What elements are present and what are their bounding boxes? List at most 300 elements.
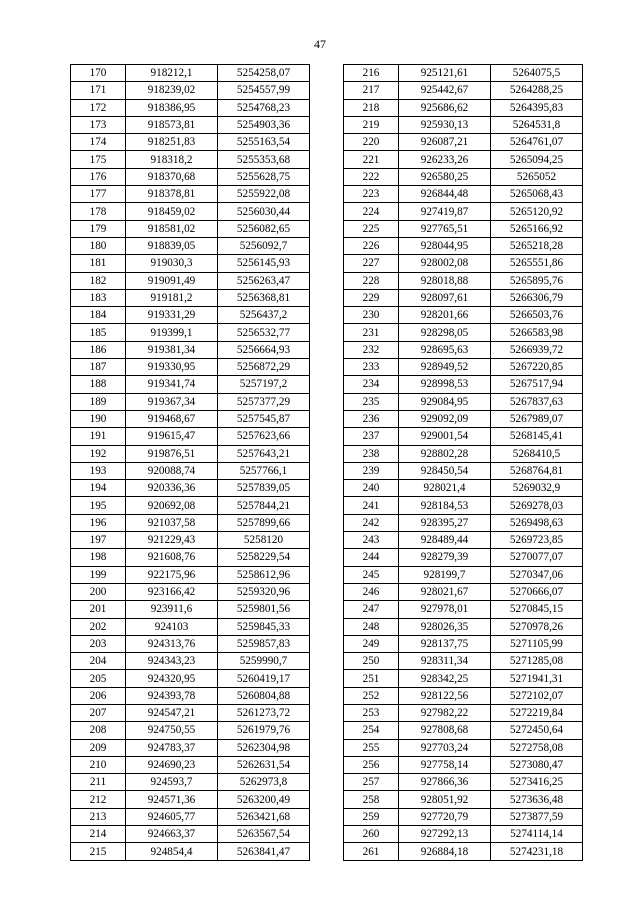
- y-coordinate-cell: 5254258,07: [218, 65, 310, 82]
- x-coordinate-cell: 919341,74: [126, 376, 218, 393]
- y-coordinate-cell: 5265068,43: [491, 186, 583, 203]
- point-number-cell: 232: [344, 341, 399, 358]
- point-number-cell: 229: [344, 289, 399, 306]
- y-coordinate-cell: 5262631,54: [218, 756, 310, 773]
- x-coordinate-cell: 924103: [126, 618, 218, 635]
- table-row: [71, 532, 310, 549]
- x-coordinate-cell: 928044,95: [399, 237, 491, 254]
- x-coordinate-cell: 928949,52: [399, 359, 491, 376]
- point-number-cell: 202: [71, 618, 126, 635]
- point-number-cell: 203: [71, 635, 126, 652]
- y-coordinate-cell: 5256263,47: [218, 272, 310, 289]
- point-number-cell: 190: [71, 410, 126, 427]
- x-coordinate-cell: 928450,54: [399, 462, 491, 479]
- table-row: [71, 168, 310, 185]
- x-coordinate-cell: 927982,22: [399, 704, 491, 721]
- x-coordinate-cell: 927720,79: [399, 808, 491, 825]
- point-number-cell: 223: [344, 186, 399, 203]
- y-coordinate-cell: 5272758,08: [491, 739, 583, 756]
- x-coordinate-cell: 926087,21: [399, 134, 491, 151]
- x-coordinate-cell: 923911,6: [126, 601, 218, 618]
- table-row: [71, 324, 310, 341]
- point-number-cell: 260: [344, 826, 399, 843]
- table-row: [344, 687, 583, 704]
- table-row: [71, 704, 310, 721]
- y-coordinate-cell: 5266503,76: [491, 307, 583, 324]
- point-number-cell: 243: [344, 532, 399, 549]
- point-number-cell: 177: [71, 186, 126, 203]
- table-row: [71, 99, 310, 116]
- point-number-cell: 221: [344, 151, 399, 168]
- x-coordinate-cell: 918459,02: [126, 203, 218, 220]
- x-coordinate-cell: 919367,34: [126, 393, 218, 410]
- x-coordinate-cell: 928184,53: [399, 497, 491, 514]
- x-coordinate-cell: 923166,42: [126, 583, 218, 600]
- y-coordinate-cell: 5256082,65: [218, 220, 310, 237]
- table-row: [71, 843, 310, 860]
- y-coordinate-cell: 5257545,87: [218, 410, 310, 427]
- point-number-cell: 213: [71, 808, 126, 825]
- y-coordinate-cell: 5267220,85: [491, 359, 583, 376]
- table-row: [71, 65, 310, 82]
- table-row: [71, 808, 310, 825]
- point-number-cell: 175: [71, 151, 126, 168]
- y-coordinate-cell: 5270077,07: [491, 549, 583, 566]
- table-row: [344, 289, 583, 306]
- coordinates-table-left: [70, 64, 310, 861]
- x-coordinate-cell: 928395,27: [399, 514, 491, 531]
- table-row: [344, 307, 583, 324]
- y-coordinate-cell: 5257844,21: [218, 497, 310, 514]
- y-coordinate-cell: 5259320,96: [218, 583, 310, 600]
- table-row: [71, 480, 310, 497]
- x-coordinate-cell: 920336,36: [126, 480, 218, 497]
- y-coordinate-cell: 5265166,92: [491, 220, 583, 237]
- x-coordinate-cell: 919876,51: [126, 445, 218, 462]
- point-number-cell: 198: [71, 549, 126, 566]
- table-row: [71, 393, 310, 410]
- y-coordinate-cell: 5268145,41: [491, 428, 583, 445]
- table-row: [71, 307, 310, 324]
- y-coordinate-cell: 5267989,07: [491, 410, 583, 427]
- x-coordinate-cell: 924690,23: [126, 756, 218, 773]
- y-coordinate-cell: 5254903,36: [218, 116, 310, 133]
- point-number-cell: 226: [344, 237, 399, 254]
- point-number-cell: 228: [344, 272, 399, 289]
- x-coordinate-cell: 925930,13: [399, 116, 491, 133]
- point-number-cell: 222: [344, 168, 399, 185]
- table-row: [344, 756, 583, 773]
- table-row: [344, 808, 583, 825]
- x-coordinate-cell: 924547,21: [126, 704, 218, 721]
- x-coordinate-cell: 927808,68: [399, 722, 491, 739]
- x-coordinate-cell: 920088,74: [126, 462, 218, 479]
- table-row: [344, 393, 583, 410]
- y-coordinate-cell: 5257766,1: [218, 462, 310, 479]
- point-number-cell: 176: [71, 168, 126, 185]
- x-coordinate-cell: 925686,62: [399, 99, 491, 116]
- point-number-cell: 224: [344, 203, 399, 220]
- y-coordinate-cell: 5269498,63: [491, 514, 583, 531]
- point-number-cell: 205: [71, 670, 126, 687]
- point-number-cell: 253: [344, 704, 399, 721]
- point-number-cell: 250: [344, 653, 399, 670]
- y-coordinate-cell: 5265094,25: [491, 151, 583, 168]
- y-coordinate-cell: 5256030,44: [218, 203, 310, 220]
- x-coordinate-cell: 926884,18: [399, 843, 491, 860]
- x-coordinate-cell: 924605,77: [126, 808, 218, 825]
- point-number-cell: 234: [344, 376, 399, 393]
- point-number-cell: 200: [71, 583, 126, 600]
- point-number-cell: 170: [71, 65, 126, 82]
- y-coordinate-cell: 5254768,23: [218, 99, 310, 116]
- y-coordinate-cell: 5268410,5: [491, 445, 583, 462]
- x-coordinate-cell: 924320,95: [126, 670, 218, 687]
- table-row: [344, 480, 583, 497]
- y-coordinate-cell: 5273416,25: [491, 774, 583, 791]
- x-coordinate-cell: 928018,88: [399, 272, 491, 289]
- table-row: [71, 549, 310, 566]
- table-row: [344, 670, 583, 687]
- point-number-cell: 207: [71, 704, 126, 721]
- table-row: [344, 618, 583, 635]
- x-coordinate-cell: 919399,1: [126, 324, 218, 341]
- y-coordinate-cell: 5259857,83: [218, 635, 310, 652]
- y-coordinate-cell: 5256368,81: [218, 289, 310, 306]
- y-coordinate-cell: 5266939,72: [491, 341, 583, 358]
- point-number-cell: 192: [71, 445, 126, 462]
- point-number-cell: 231: [344, 324, 399, 341]
- x-coordinate-cell: 920692,08: [126, 497, 218, 514]
- table-row: [71, 826, 310, 843]
- point-number-cell: 172: [71, 99, 126, 116]
- y-coordinate-cell: 5264395,83: [491, 99, 583, 116]
- table-row: [344, 272, 583, 289]
- y-coordinate-cell: 5256664,93: [218, 341, 310, 358]
- point-number-cell: 256: [344, 756, 399, 773]
- y-coordinate-cell: 5258229,54: [218, 549, 310, 566]
- x-coordinate-cell: 919091,49: [126, 272, 218, 289]
- x-coordinate-cell: 928051,92: [399, 791, 491, 808]
- point-number-cell: 187: [71, 359, 126, 376]
- table-row: [344, 168, 583, 185]
- point-number-cell: 261: [344, 843, 399, 860]
- point-number-cell: 196: [71, 514, 126, 531]
- x-coordinate-cell: 928489,44: [399, 532, 491, 549]
- y-coordinate-cell: 5268764,81: [491, 462, 583, 479]
- table-row: [71, 203, 310, 220]
- point-number-cell: 181: [71, 255, 126, 272]
- x-coordinate-cell: 918370,68: [126, 168, 218, 185]
- y-coordinate-cell: 5259801,56: [218, 601, 310, 618]
- point-number-cell: 259: [344, 808, 399, 825]
- y-coordinate-cell: 5274231,18: [491, 843, 583, 860]
- point-number-cell: 215: [71, 843, 126, 860]
- x-coordinate-cell: 918573,81: [126, 116, 218, 133]
- y-coordinate-cell: 5258120: [218, 532, 310, 549]
- y-coordinate-cell: 5267517,94: [491, 376, 583, 393]
- y-coordinate-cell: 5267837,63: [491, 393, 583, 410]
- table-row: [344, 99, 583, 116]
- y-coordinate-cell: 5265551,86: [491, 255, 583, 272]
- y-coordinate-cell: 5271285,08: [491, 653, 583, 670]
- point-number-cell: 236: [344, 410, 399, 427]
- y-coordinate-cell: 5256532,77: [218, 324, 310, 341]
- table-row: [71, 583, 310, 600]
- x-coordinate-cell: 919331,29: [126, 307, 218, 324]
- y-coordinate-cell: 5269032,9: [491, 480, 583, 497]
- point-number-cell: 201: [71, 601, 126, 618]
- point-number-cell: 188: [71, 376, 126, 393]
- x-coordinate-cell: 919615,47: [126, 428, 218, 445]
- y-coordinate-cell: 5257197,2: [218, 376, 310, 393]
- x-coordinate-cell: 928998,53: [399, 376, 491, 393]
- table-row: [344, 220, 583, 237]
- table-row: [344, 186, 583, 203]
- table-row: [71, 237, 310, 254]
- table-row: [344, 116, 583, 133]
- table-row: [344, 445, 583, 462]
- table-row: [71, 514, 310, 531]
- point-number-cell: 249: [344, 635, 399, 652]
- table-row: [71, 635, 310, 652]
- table-row: [344, 376, 583, 393]
- y-coordinate-cell: 5260419,17: [218, 670, 310, 687]
- y-coordinate-cell: 5263567,54: [218, 826, 310, 843]
- x-coordinate-cell: 928298,05: [399, 324, 491, 341]
- table-row: [71, 255, 310, 272]
- table-row: [71, 722, 310, 739]
- x-coordinate-cell: 921608,76: [126, 549, 218, 566]
- table-row: [344, 532, 583, 549]
- y-coordinate-cell: 5272219,84: [491, 704, 583, 721]
- table-row: [344, 82, 583, 99]
- x-coordinate-cell: 927978,01: [399, 601, 491, 618]
- y-coordinate-cell: 5274114,14: [491, 826, 583, 843]
- y-coordinate-cell: 5265218,28: [491, 237, 583, 254]
- y-coordinate-cell: 5261273,72: [218, 704, 310, 721]
- x-coordinate-cell: 924313,76: [126, 635, 218, 652]
- point-number-cell: 210: [71, 756, 126, 773]
- table-row: [71, 566, 310, 583]
- table-row: [71, 774, 310, 791]
- y-coordinate-cell: 5259845,33: [218, 618, 310, 635]
- page-number: 47: [314, 37, 326, 51]
- point-number-cell: 204: [71, 653, 126, 670]
- y-coordinate-cell: 5255163,54: [218, 134, 310, 151]
- x-coordinate-cell: 928021,4: [399, 480, 491, 497]
- table-row: [71, 445, 310, 462]
- table-row: [344, 739, 583, 756]
- x-coordinate-cell: 928097,61: [399, 289, 491, 306]
- point-number-cell: 248: [344, 618, 399, 635]
- point-number-cell: 239: [344, 462, 399, 479]
- point-number-cell: 235: [344, 393, 399, 410]
- y-coordinate-cell: 5272102,07: [491, 687, 583, 704]
- point-number-cell: 212: [71, 791, 126, 808]
- table-row: [344, 514, 583, 531]
- point-number-cell: 230: [344, 307, 399, 324]
- x-coordinate-cell: 918581,02: [126, 220, 218, 237]
- y-coordinate-cell: 5259990,7: [218, 653, 310, 670]
- table-row: [71, 151, 310, 168]
- x-coordinate-cell: 928279,39: [399, 549, 491, 566]
- table-row: [344, 843, 583, 860]
- table-row: [71, 601, 310, 618]
- x-coordinate-cell: 928002,08: [399, 255, 491, 272]
- table-row: [71, 82, 310, 99]
- y-coordinate-cell: 5257623,66: [218, 428, 310, 445]
- point-number-cell: 245: [344, 566, 399, 583]
- x-coordinate-cell: 928199,7: [399, 566, 491, 583]
- table-row: [344, 203, 583, 220]
- x-coordinate-cell: 926580,25: [399, 168, 491, 185]
- y-coordinate-cell: 5261979,76: [218, 722, 310, 739]
- y-coordinate-cell: 5270845,15: [491, 601, 583, 618]
- point-number-cell: 254: [344, 722, 399, 739]
- y-coordinate-cell: 5255628,75: [218, 168, 310, 185]
- table-row: [344, 566, 583, 583]
- y-coordinate-cell: 5270666,07: [491, 583, 583, 600]
- x-coordinate-cell: 927703,24: [399, 739, 491, 756]
- point-number-cell: 211: [71, 774, 126, 791]
- y-coordinate-cell: 5255353,68: [218, 151, 310, 168]
- table-row: [71, 497, 310, 514]
- y-coordinate-cell: 5264288,25: [491, 82, 583, 99]
- y-coordinate-cell: 5265120,92: [491, 203, 583, 220]
- y-coordinate-cell: 5270978,26: [491, 618, 583, 635]
- point-number-cell: 185: [71, 324, 126, 341]
- point-number-cell: 209: [71, 739, 126, 756]
- x-coordinate-cell: 928342,25: [399, 670, 491, 687]
- point-number-cell: 180: [71, 237, 126, 254]
- table-row: [344, 151, 583, 168]
- x-coordinate-cell: 925121,61: [399, 65, 491, 82]
- y-coordinate-cell: 5273636,48: [491, 791, 583, 808]
- x-coordinate-cell: 927758,14: [399, 756, 491, 773]
- table-row: [344, 359, 583, 376]
- y-coordinate-cell: 5257643,21: [218, 445, 310, 462]
- table-row: [344, 324, 583, 341]
- y-coordinate-cell: 5269278,03: [491, 497, 583, 514]
- x-coordinate-cell: 924393,78: [126, 687, 218, 704]
- x-coordinate-cell: 924593,7: [126, 774, 218, 791]
- x-coordinate-cell: 926844,48: [399, 186, 491, 203]
- table-row: [344, 704, 583, 721]
- x-coordinate-cell: 918318,2: [126, 151, 218, 168]
- point-number-cell: 233: [344, 359, 399, 376]
- x-coordinate-cell: 928311,34: [399, 653, 491, 670]
- y-coordinate-cell: 5262304,98: [218, 739, 310, 756]
- table-row: [71, 428, 310, 445]
- x-coordinate-cell: 927866,36: [399, 774, 491, 791]
- y-coordinate-cell: 5264531,8: [491, 116, 583, 133]
- y-coordinate-cell: 5263841,47: [218, 843, 310, 860]
- y-coordinate-cell: 5263200,49: [218, 791, 310, 808]
- table-row: [71, 618, 310, 635]
- x-coordinate-cell: 927419,87: [399, 203, 491, 220]
- table-row: [71, 186, 310, 203]
- point-number-cell: 219: [344, 116, 399, 133]
- point-number-cell: 244: [344, 549, 399, 566]
- x-coordinate-cell: 918212,1: [126, 65, 218, 82]
- x-coordinate-cell: 919468,67: [126, 410, 218, 427]
- x-coordinate-cell: 919030,3: [126, 255, 218, 272]
- x-coordinate-cell: 919330,95: [126, 359, 218, 376]
- x-coordinate-cell: 919181,2: [126, 289, 218, 306]
- point-number-cell: 186: [71, 341, 126, 358]
- table-row: [71, 272, 310, 289]
- point-number-cell: 225: [344, 220, 399, 237]
- table-row: [344, 341, 583, 358]
- x-coordinate-cell: 919381,34: [126, 341, 218, 358]
- table-row: [71, 116, 310, 133]
- y-coordinate-cell: 5265895,76: [491, 272, 583, 289]
- point-number-cell: 183: [71, 289, 126, 306]
- table-row: [344, 428, 583, 445]
- x-coordinate-cell: 925442,67: [399, 82, 491, 99]
- table-row: [71, 376, 310, 393]
- y-coordinate-cell: 5272450,64: [491, 722, 583, 739]
- point-number-cell: 251: [344, 670, 399, 687]
- y-coordinate-cell: 5257839,05: [218, 480, 310, 497]
- x-coordinate-cell: 922175,96: [126, 566, 218, 583]
- table-row: [344, 653, 583, 670]
- y-coordinate-cell: 5264761,07: [491, 134, 583, 151]
- point-number-cell: 255: [344, 739, 399, 756]
- table-row: [71, 739, 310, 756]
- point-number-cell: 197: [71, 532, 126, 549]
- table-row: [344, 601, 583, 618]
- point-number-cell: 241: [344, 497, 399, 514]
- table-row: [344, 237, 583, 254]
- x-coordinate-cell: 918386,95: [126, 99, 218, 116]
- y-coordinate-cell: 5256145,93: [218, 255, 310, 272]
- x-coordinate-cell: 924343,23: [126, 653, 218, 670]
- point-number-cell: 191: [71, 428, 126, 445]
- point-number-cell: 217: [344, 82, 399, 99]
- x-coordinate-cell: 927292,13: [399, 826, 491, 843]
- point-number-cell: 246: [344, 583, 399, 600]
- point-number-cell: 227: [344, 255, 399, 272]
- x-coordinate-cell: 918378,81: [126, 186, 218, 203]
- point-number-cell: 199: [71, 566, 126, 583]
- y-coordinate-cell: 5273080,47: [491, 756, 583, 773]
- coordinates-table-right: [343, 64, 583, 861]
- y-coordinate-cell: 5266306,79: [491, 289, 583, 306]
- table-row: [71, 670, 310, 687]
- point-number-cell: 238: [344, 445, 399, 462]
- point-number-cell: 214: [71, 826, 126, 843]
- point-number-cell: 218: [344, 99, 399, 116]
- y-coordinate-cell: 5257899,66: [218, 514, 310, 531]
- point-number-cell: 242: [344, 514, 399, 531]
- table-row: [344, 255, 583, 272]
- table-row: [71, 341, 310, 358]
- x-coordinate-cell: 929092,09: [399, 410, 491, 427]
- x-coordinate-cell: 921229,43: [126, 532, 218, 549]
- table-row: [344, 583, 583, 600]
- point-number-cell: 184: [71, 307, 126, 324]
- point-number-cell: 220: [344, 134, 399, 151]
- table-row: [344, 549, 583, 566]
- table-row: [344, 134, 583, 151]
- y-coordinate-cell: 5263421,68: [218, 808, 310, 825]
- x-coordinate-cell: 928137,75: [399, 635, 491, 652]
- x-coordinate-cell: 928021,67: [399, 583, 491, 600]
- point-number-cell: 195: [71, 497, 126, 514]
- table-row: [344, 65, 583, 82]
